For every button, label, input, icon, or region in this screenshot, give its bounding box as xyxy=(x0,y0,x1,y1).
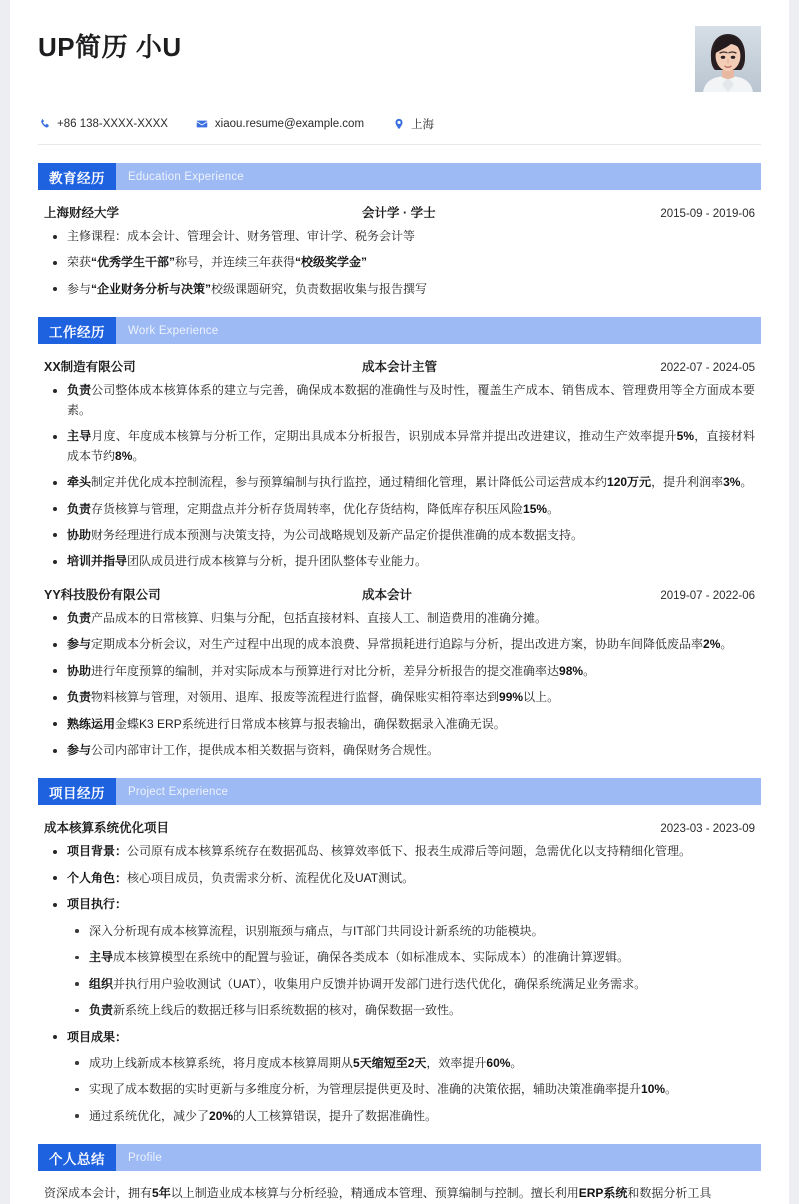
section-title-en: Profile xyxy=(128,1151,162,1164)
resume-section-3 xyxy=(10,1144,789,1203)
bullet-item: 参与定期成本分析会议，对生产过程中出现的成本浪费、异常损耗进行追踪与分析，提出改进方案，协助车间降低废品率2%。 xyxy=(44,635,755,654)
bullet-group-label: 项目执行： xyxy=(67,897,128,912)
resume-section-0 xyxy=(10,163,789,299)
phone-icon xyxy=(38,118,51,131)
email-icon xyxy=(196,118,209,131)
bullet-item: 项目背景：公司原有成本核算系统存在数据孤岛、核算效率低下、报表生成滞后等问题，急需优化以支持精细化管理。 xyxy=(44,842,755,861)
bullet-item: 参与公司内部审计工作，提供成本相关数据与资料，确保财务合规性。 xyxy=(44,741,755,760)
entry-organization: XX制造有限公司 xyxy=(44,360,136,375)
entry-date: 2015-09 - 2019-06 xyxy=(660,208,755,220)
section-title-cn: 个人总结 xyxy=(38,1144,116,1171)
contact-phone xyxy=(38,118,168,131)
entry-role: 会计学 · 学士 xyxy=(362,206,436,220)
section-bar xyxy=(38,1144,761,1171)
entry-bullet-list xyxy=(44,842,755,1126)
sections-root xyxy=(10,163,789,1204)
entry-role: 成本会计 xyxy=(362,587,413,602)
section-title-cn: 教育经历 xyxy=(38,163,116,190)
entry-bullet-list xyxy=(44,227,755,299)
sub-bullet-item: 组织并执行用户验收测试（UAT），收集用户反馈并协调开发部门进行迭代优化，确保系统满足业务需求。 xyxy=(67,975,755,994)
section-bar xyxy=(38,163,761,190)
resume-header xyxy=(10,0,789,144)
bullet-item: 主修课程：成本会计、管理会计、财务管理、审计学、税务会计等 xyxy=(44,227,755,246)
sub-bullet-item: 负责新系统上线后的数据迁移与旧系统数据的核对，确保数据一致性。 xyxy=(67,1001,755,1020)
bullet-item: 协助财务经理进行成本预测与决策支持，为公司战略规划及新产品定价提供准确的成本数据支持。 xyxy=(44,526,755,545)
resume-entry xyxy=(38,357,761,572)
section-bar xyxy=(38,317,761,344)
section-title-cn: 工作经历 xyxy=(38,317,116,344)
bullet-item: 负责公司整体成本核算体系的建立与完善，确保成本数据的准确性与及时性，覆盖生产成本、销售成本、管理费用等全方面成本要素。 xyxy=(44,381,755,420)
sub-bullet-item: 成功上线新成本核算系统，将月度成本核算周期从5天缩短至2天，效率提升60%。 xyxy=(67,1054,755,1073)
bullet-item: 协助进行年度预算的编制，并对实际成本与预算进行对比分析，差异分析报告的提交准确率达98%。 xyxy=(44,662,755,681)
bullet-group xyxy=(44,1028,755,1127)
entry-bullet-list xyxy=(44,381,755,572)
resume-page xyxy=(10,0,789,1204)
section-title-en: Education Experience xyxy=(128,170,244,183)
section-bar xyxy=(38,778,761,805)
resume-entry xyxy=(38,203,761,299)
bullet-item: 参与“企业财务分析与决策”校级课题研究，负责数据收集与报告撰写 xyxy=(44,280,755,299)
bullet-item: 荣获“优秀学生干部”称号，并连续三年获得“校级奖学金” xyxy=(44,253,755,272)
bullet-sublist xyxy=(67,922,755,1021)
sub-bullet-item: 实现了成本数据的实时更新与多维度分析，为管理层提供更及时、准确的决策依据，辅助决策准确率提升10%。 xyxy=(67,1080,755,1099)
section-title-en: Project Experience xyxy=(128,785,229,798)
section-title-en: Work Experience xyxy=(128,324,219,337)
entry-header xyxy=(44,357,755,375)
bullet-item: 负责存货核算与管理，定期盘点并分析存货周转率，优化存货结构，降低库存积压风险15%。 xyxy=(44,500,755,519)
entry-date: 2022-07 - 2024-05 xyxy=(660,362,755,375)
bullet-item: 负责产品成本的日常核算、归集与分配，包括直接材料、直接人工、制造费用的准确分摊。 xyxy=(44,609,755,628)
contact-phone-text: +86 138-XXXX-XXXX xyxy=(57,118,168,130)
bullet-item: 负责物料核算与管理，对领用、退库、报废等流程进行监督，确保账实相符率达到99%以上。 xyxy=(44,688,755,707)
resume-section-2 xyxy=(10,778,789,1126)
bullet-item: 个人角色：核心项目成员，负责需求分析、流程优化及UAT测试。 xyxy=(44,869,755,888)
entry-date: 2023-03 - 2023-09 xyxy=(660,823,755,836)
contact-location xyxy=(392,116,434,132)
entry-header xyxy=(44,585,755,603)
resume-entry xyxy=(38,818,761,1126)
resume-section-1 xyxy=(10,317,789,760)
bullet-item: 熟练运用金蝶K3 ERP系统进行日常成本核算与报表输出，确保数据录入准确无误。 xyxy=(44,715,755,734)
bullet-group-label: 项目成果： xyxy=(67,1029,128,1044)
profile-text: 资深成本会计，拥有5年以上制造业成本核算与分析经验，精通成本管理、预算编制与控制。擅长利用ERP系统和数据分析工具 xyxy=(44,1186,712,1201)
entry-header xyxy=(44,818,755,836)
entry-date: 2019-07 - 2022-06 xyxy=(660,589,755,602)
entry-organization: 上海财经大学 xyxy=(44,206,120,220)
avatar xyxy=(695,26,761,92)
contact-email-text: xiaou.resume@example.com xyxy=(214,118,365,130)
entry-bullet-list xyxy=(44,609,755,761)
contact-email xyxy=(196,118,364,131)
bullet-item: 牵头制定并优化成本控制流程，参与预算编制与执行监控，通过精细化管理，累计降低公司运营成本约120万元，提升利润率3%。 xyxy=(44,473,755,492)
bullet-item: 主导月度、年度成本核算与分析工作，定期出具成本分析报告，识别成本异常并提出改进建议，推动生产效率提升5%，直接材料成本节约8%。 xyxy=(44,427,755,466)
bullet-item: 培训并指导团队成员进行成本核算与分析，提升团队整体专业能力。 xyxy=(44,552,755,571)
sub-bullet-item: 主导成本核算模型在系统中的配置与验证，确保各类成本（如标准成本、实际成本）的准确计算逻辑。 xyxy=(67,948,755,967)
entry-role: 成本会计主管 xyxy=(362,360,438,375)
section-title-cn: 项目经历 xyxy=(38,778,116,805)
resume-entry xyxy=(38,585,761,761)
header-divider xyxy=(38,144,761,145)
name-row xyxy=(38,26,761,92)
entry-organization: 成本核算系统优化项目 xyxy=(44,821,170,836)
bullet-sublist xyxy=(67,1054,755,1126)
sub-bullet-item: 深入分析现有成本核算流程，识别瓶颈与痛点，与IT部门共同设计新系统的功能模块。 xyxy=(67,922,755,941)
contact-location-text: 上海 xyxy=(411,119,435,131)
sub-bullet-item: 通过系统优化，减少了20%的人工核算错误，提升了数据准确性。 xyxy=(67,1107,755,1126)
bullet-group xyxy=(44,895,755,1020)
entry-header xyxy=(44,203,755,221)
page-title: UP简历 小U xyxy=(38,32,182,62)
entry-organization: YY科技股份有限公司 xyxy=(44,587,161,602)
contact-row xyxy=(38,116,761,144)
location-icon xyxy=(392,118,405,131)
